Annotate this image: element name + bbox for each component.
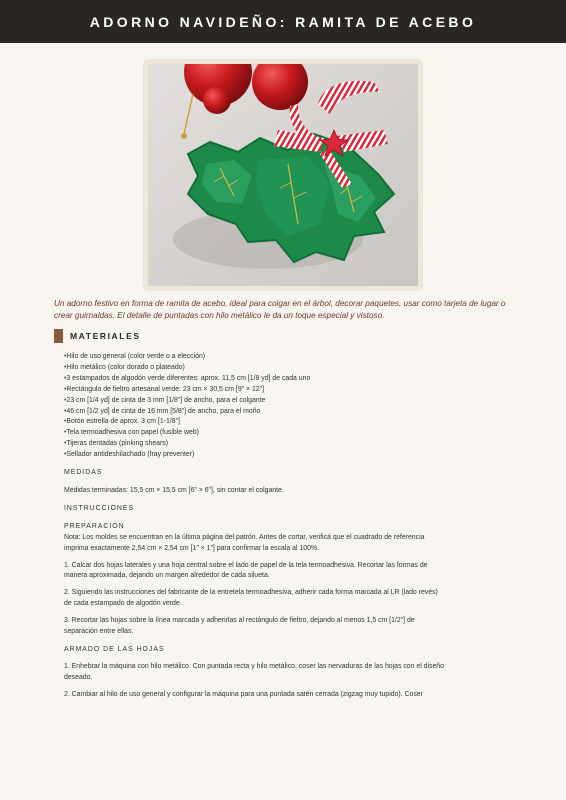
ornament-photo (148, 64, 418, 286)
note-line: Nota: Los moldes se encuentran en la última página del patrón. Antes de cortar, verificá que el cuadrado de referencia (64, 533, 425, 541)
page-header (0, 0, 566, 43)
instrucciones-label: INSTRUCCIONES (64, 504, 135, 512)
red-ball-3 (203, 86, 231, 114)
step-line: 1. Calcar dos hojas laterales y una hoja central sobre el lado de papel de la tela termoadhesiva. Recortar las formas de (64, 561, 428, 569)
photo-frame (143, 59, 423, 291)
step-line: 3. Recortar las hojas sobre la línea marcada y adherirlas al rectángulo de fieltro, dejando al menos 1,5 cm [1/2"] de (64, 617, 415, 625)
instructions-content (64, 352, 522, 701)
list-item: • Botón estrella de aprox. 3 cm [1-1/8"] (64, 417, 522, 428)
section-accent-bar (54, 329, 63, 343)
list-item: • Tijeras dentadas (pinking shears) (64, 439, 522, 450)
armado-step (64, 662, 522, 684)
medidas-label: MEDIDAS (64, 469, 103, 477)
step-line: separación entre ellas. (64, 628, 134, 636)
list-item: • Tela termoadhesiva con papel (fusible web) (64, 428, 522, 439)
prep-step (64, 561, 522, 583)
list-item: • Sellador antideshilachado (fray preventer) (64, 450, 522, 461)
medidas-text: Medidas terminadas: 15,5 cm × 15,5 cm [6" × 6"], sin contar el colgante. (64, 486, 284, 494)
section-title: MATERIALES (70, 331, 141, 341)
step-line: de cada estampado de algodón verde. (64, 600, 182, 608)
list-item: • Rectángulo de fieltro artesanal verde: 23 cm × 30,5 cm [9" × 12"] (64, 385, 522, 396)
list-item: • 46 cm [1/2 yd] de cinta de 16 mm [5/8"] de ancho, para el moño (64, 407, 522, 418)
step-line: deseado. (64, 673, 93, 681)
step-line: manera aproximada, dejando un margen alrededor de cada silueta. (64, 572, 270, 580)
armado-label: ARMADO DE LAS HOJAS (64, 645, 165, 653)
step-line: 1. Enhebrar la máquina con hilo metálico. Con puntada recta y hilo metálico, coser las nervaduras de las hojas con el diseño (64, 662, 444, 670)
note-line: imprima exactamente 2,54 cm × 2,54 cm [1" × 1"] para confirmar la escala al 100%. (64, 544, 319, 552)
list-item: • 3 estampados de algodón verde diferentes: aprox. 11,5 cm [1/8 yd] de cada uno (64, 374, 522, 385)
list-item: • Hilo metálico (color dorado o plateado) (64, 363, 522, 374)
materials-list (64, 352, 522, 461)
materials-section-header (54, 329, 141, 343)
list-item: • Hilo de uso general (color verde o a elección) (64, 352, 522, 363)
preparacion-label: PREPARACIÓN (64, 522, 125, 530)
holly-ornament-illustration (148, 64, 418, 286)
step-line: 2. Siguiendo las instrucciones del fabricante de la entretela termoadhesiva, adherir cada forma marcada al LR (lado revés) (64, 589, 438, 597)
page-title: ADORNO NAVIDEÑO: RAMITA DE ACEBO (89, 13, 477, 30)
list-item: • 23 cm [1/4 yd] de cinta de 3 mm [1/8"] de ancho, para el colgante (64, 396, 522, 407)
prep-step (64, 616, 522, 638)
photo-caption: Un adorno festivo en forma de ramita de acebo, ideal para colgar en el árbol, decorar paquetes, usar como tarjeta de lugar o crear guirnaldas. El detalle de puntadas con hilo metálico le da un toque especial y vistoso. (54, 299, 506, 320)
prep-step (64, 588, 522, 610)
step-line: 2. Cambiar al hilo de uso general y configurar la máquina para una puntada satén cerrada (zigzag muy tupido). Coser (64, 690, 423, 698)
armado-step (64, 690, 522, 701)
